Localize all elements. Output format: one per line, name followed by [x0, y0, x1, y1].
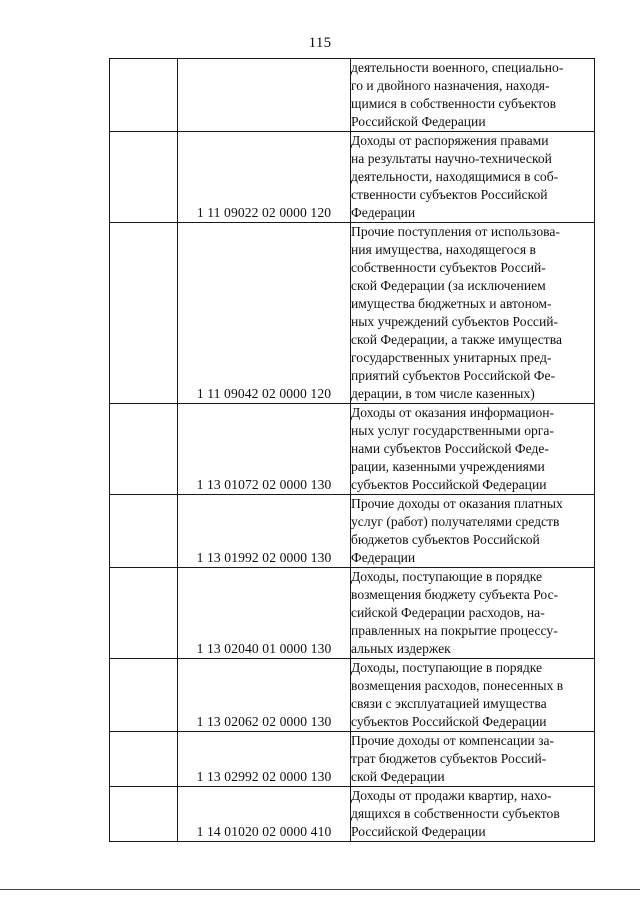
description-line: ных учреждений субъектов Россий- [351, 314, 559, 329]
revenue-description-cell [351, 787, 595, 842]
revenue-description-cell [351, 659, 595, 732]
table-row [110, 732, 595, 787]
description-line: деятельности, находящимися в соб- [351, 169, 559, 184]
description-line: ской Федерации, а также имущества [351, 332, 562, 347]
description-line: ния имущества, находящегося в [351, 242, 536, 257]
description-line: щимися в собственности субъектов [351, 96, 557, 111]
description-line: субъектов Российской Федерации [351, 477, 547, 492]
table-row [110, 404, 595, 495]
description-line: возмещения бюджету субъекта Рос- [351, 587, 559, 602]
empty-cell [110, 495, 178, 568]
description-line: услуг (работ) получателями средств [351, 514, 560, 529]
description-line: Доходы, поступающие в порядке [351, 660, 543, 675]
empty-cell [110, 732, 178, 787]
description-line: альных издержек [351, 641, 451, 656]
empty-cell [110, 59, 178, 132]
table-row [110, 659, 595, 732]
description-line: Доходы от оказания информацион- [351, 405, 555, 420]
budget-code-cell: 1 13 02062 02 0000 130 [178, 659, 351, 732]
revenue-description-cell [351, 568, 595, 659]
description-line: го и двойного назначения, находя- [351, 78, 550, 93]
description-line: рации, казенными учреждениями [351, 459, 545, 474]
budget-code-cell: 1 14 01020 02 0000 410 [178, 787, 351, 842]
description-line: деятельности военного, специально- [351, 60, 564, 75]
budget-classification-table [109, 58, 595, 842]
description-line: Доходы от продажи квартир, нахо- [351, 788, 552, 803]
table-row [110, 59, 595, 132]
budget-code-cell: 1 13 02992 02 0000 130 [178, 732, 351, 787]
description-line: приятий субъектов Российской Фе- [351, 368, 556, 383]
description-line: ных услуг государственными орга- [351, 423, 554, 438]
table-body [110, 59, 595, 842]
revenue-description-cell [351, 732, 595, 787]
empty-cell [110, 404, 178, 495]
description-line: бюджетов субъектов Российской [351, 532, 540, 547]
description-line: субъектов Российской Федерации [351, 714, 547, 729]
budget-code-cell: 1 11 09022 02 0000 120 [178, 132, 351, 223]
table-row [110, 223, 595, 404]
table-row [110, 568, 595, 659]
description-line: связи с эксплуатацией имущества [351, 696, 547, 711]
description-line: государственных унитарных пред- [351, 350, 552, 365]
empty-cell [110, 568, 178, 659]
description-line: дящихся в собственности субъектов [351, 806, 560, 821]
table-row [110, 132, 595, 223]
description-line: Прочие доходы от компенсации за- [351, 733, 555, 748]
empty-cell [110, 223, 178, 404]
budget-code-cell [178, 59, 351, 132]
page-number: 115 [308, 35, 332, 51]
description-line: ственности субъектов Российской [351, 187, 548, 202]
budget-code-cell: 1 13 02040 01 0000 130 [178, 568, 351, 659]
empty-cell [110, 132, 178, 223]
description-line: Прочие поступления от использова- [351, 224, 560, 239]
description-line: имущества бюджетных и автоном- [351, 296, 552, 311]
revenue-description-cell [351, 404, 595, 495]
description-line: Российской Федерации [351, 824, 486, 839]
description-line: собственности субъектов Россий- [351, 260, 546, 275]
description-line: Российской Федерации [351, 114, 486, 129]
table-row [110, 495, 595, 568]
description-line: ской Федерации (за исключением [351, 278, 546, 293]
description-line: Прочие доходы от оказания платных [351, 496, 563, 511]
description-line: нами субъектов Российской Феде- [351, 441, 549, 456]
description-line: Доходы, поступающие в порядке [351, 569, 543, 584]
table-row [110, 787, 595, 842]
description-line: Федерации [351, 550, 416, 565]
empty-cell [110, 659, 178, 732]
revenue-description-cell [351, 495, 595, 568]
budget-code-cell: 1 11 09042 02 0000 120 [178, 223, 351, 404]
description-line: сийской Федерации расходов, на- [351, 605, 545, 620]
revenue-description-cell [351, 223, 595, 404]
description-line: ской Федерации [351, 769, 445, 784]
description-line: на результаты научно-технической [351, 151, 552, 166]
revenue-description-cell [351, 59, 595, 132]
budget-code-cell: 1 13 01072 02 0000 130 [178, 404, 351, 495]
description-line: правленных на покрытие процессу- [351, 623, 558, 638]
description-line: дерации, в том числе казенных) [351, 386, 535, 401]
description-line: Доходы от распоряжения правами [351, 133, 549, 148]
bottom-rule [0, 889, 640, 890]
revenue-description-cell [351, 132, 595, 223]
description-line: Федерации [351, 205, 416, 220]
budget-code-cell: 1 13 01992 02 0000 130 [178, 495, 351, 568]
description-line: возмещения расходов, понесенных в [351, 678, 564, 693]
empty-cell [110, 787, 178, 842]
description-line: трат бюджетов субъектов Россий- [351, 751, 547, 766]
